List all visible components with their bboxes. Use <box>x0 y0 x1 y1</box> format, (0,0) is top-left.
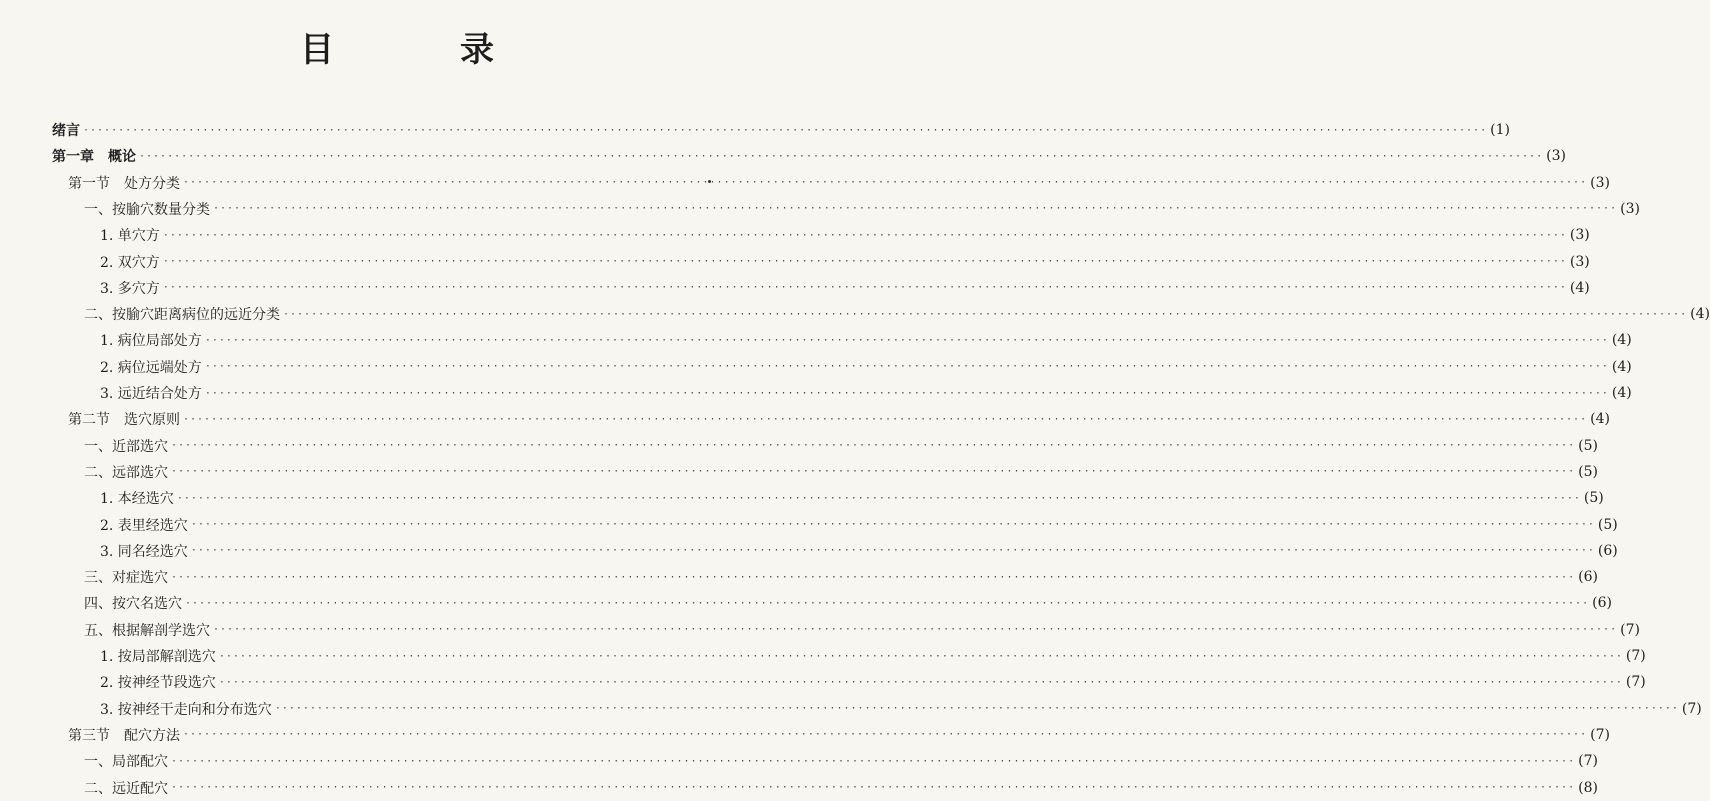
toc-entry[interactable] <box>84 459 1598 485</box>
toc-entry-page: (6) <box>1597 542 1618 559</box>
toc-entry[interactable] <box>100 512 1618 538</box>
leader-dots: ········································································································································································································ <box>171 440 1576 452</box>
toc-entry-label: 2. 病位远端处方 <box>100 359 202 376</box>
toc-entry[interactable] <box>84 564 1598 590</box>
toc-entry[interactable] <box>84 196 1640 222</box>
leader-dots: ········································································································································································································ <box>162 256 1567 267</box>
leader-dots: ········································································································································································································ <box>190 545 1595 557</box>
toc-entry-page: (7) <box>1620 621 1640 638</box>
leader-dots: ········································································································································································································ <box>274 703 1679 715</box>
toc-entry[interactable] <box>100 485 1604 511</box>
toc-entry-label: 3. 同名经选穴 <box>100 543 188 560</box>
leader-dots: ········································································································································································································ <box>213 203 1618 215</box>
leader-dots: ········································································································································································································ <box>183 413 1588 425</box>
toc-entry[interactable] <box>100 222 1590 248</box>
toc-entry-page: (5) <box>1578 463 1598 480</box>
leader-dots: ········································································································································································································ <box>171 571 1576 583</box>
toc-entry-page: (5) <box>1578 437 1598 454</box>
toc-entry-label: 五、根据解剖学选穴 <box>84 622 210 639</box>
toc-entry-page: (4) <box>1611 358 1632 375</box>
leader-dots: ········································································································································································································ <box>171 782 1576 793</box>
toc-entry-label: 第一章 概论 <box>52 149 136 166</box>
toc-entry-page: (6) <box>1578 569 1598 586</box>
toc-entry-page: (4) <box>1690 306 1710 323</box>
toc-entry-label: 一、局部配穴 <box>84 754 168 771</box>
toc-entry-page: (7) <box>1578 753 1598 770</box>
toc-entry[interactable] <box>68 170 1610 196</box>
leader-dots: ········································································································································································································ <box>185 597 1590 609</box>
toc-entry[interactable] <box>100 354 1632 380</box>
leader-dots: ········································································································································································································ <box>204 334 1609 346</box>
toc-entry[interactable] <box>100 538 1618 564</box>
toc-entry-label: 1. 本经选穴 <box>100 491 174 508</box>
toc-entry[interactable] <box>100 380 1632 406</box>
leader-dots: ········································································································································································································ <box>204 361 1609 373</box>
leader-dots: ········································································································································································································ <box>83 124 1488 136</box>
toc-entry-label: 1. 病位局部处方 <box>100 333 202 350</box>
toc-entry-page: (7) <box>1625 648 1646 664</box>
toc-entry-label: 1. 按局部解剖选穴 <box>100 649 216 665</box>
toc-entry[interactable] <box>68 406 1610 432</box>
toc-entry-page: (6) <box>1592 595 1612 612</box>
toc-entry[interactable] <box>100 643 1646 669</box>
toc-entry[interactable] <box>84 301 1710 327</box>
toc-entry-page: (7) <box>1590 726 1610 743</box>
leader-dots: ········································································································································································································ <box>162 282 1567 294</box>
toc-entry-page: (5) <box>1583 490 1604 507</box>
toc-entry-label: 二、按腧穴距离病位的远近分类 <box>84 307 280 324</box>
toc-entry-label: 二、远近配穴 <box>84 780 168 797</box>
toc-entry-page: (7) <box>1681 700 1702 717</box>
toc-entry[interactable] <box>100 696 1702 722</box>
toc-entry-page: (3) <box>1569 253 1590 270</box>
toc-entry-page: (3) <box>1546 148 1566 165</box>
leader-dots: ········································································································································································································ <box>176 492 1581 504</box>
toc-entry-label: 一、按腧穴数量分类 <box>84 201 210 218</box>
toc-entry[interactable] <box>100 327 1632 353</box>
toc-entry-label: 绪言 <box>52 123 80 139</box>
leader-dots: ········································································································································································································ <box>218 650 1623 662</box>
toc-entry-page: (4) <box>1611 385 1632 401</box>
toc-entry-label: 1. 单穴方 <box>100 228 160 245</box>
toc-entry-label: 3. 多穴方 <box>100 280 160 297</box>
toc-entry[interactable] <box>100 249 1590 275</box>
toc-entry-label: 2. 表里经选穴 <box>100 517 188 534</box>
toc-entry-page: (4) <box>1590 411 1610 428</box>
toc-entry[interactable] <box>84 433 1598 459</box>
toc-entry-label: 三、对症选穴 <box>84 570 168 587</box>
toc-entry[interactable] <box>100 669 1646 695</box>
toc-entry-label: 3. 按神经干走向和分布选穴 <box>100 701 272 718</box>
toc-entry[interactable] <box>52 143 1566 169</box>
toc-entry[interactable] <box>84 775 1598 801</box>
toc-entry-label: 2. 双穴方 <box>100 254 160 271</box>
toc-entry-page: (1) <box>1490 122 1510 138</box>
leader-dots: ········································································································································································································ <box>183 729 1588 741</box>
leader-dots: ········································································································································································································ <box>283 308 1688 320</box>
toc-entry-label: 第二节 选穴原则 <box>68 412 180 429</box>
leader-dots: ········································································································································································································ <box>183 177 1588 189</box>
toc-entry-page: (3) <box>1590 174 1610 191</box>
toc-entry[interactable] <box>84 617 1640 643</box>
toc-entry-label: 二、远部选穴 <box>84 464 168 481</box>
toc-entry-label: 第一节 处方分类 <box>68 175 180 192</box>
leader-dots: ········································································································································································································ <box>162 229 1567 241</box>
page-title: 目 录 <box>300 30 540 70</box>
toc-entry-page: (7) <box>1625 674 1646 691</box>
leader-dots: ········································································································································································································ <box>213 624 1618 636</box>
toc-entry-label: 四、按穴名选穴 <box>84 596 182 613</box>
toc-entry-page: (3) <box>1569 227 1590 244</box>
toc-entry-page: (4) <box>1569 279 1590 296</box>
toc-entry[interactable] <box>68 722 1610 748</box>
toc-entry-page: (5) <box>1597 516 1618 533</box>
toc-entry-label: 一、近部选穴 <box>84 438 168 455</box>
leader-dots: ········································································································································································································ <box>190 519 1595 530</box>
toc-entry[interactable] <box>84 748 1598 774</box>
leader-dots: ········································································································································································································ <box>204 387 1609 399</box>
toc-entry-label: 第三节 配穴方法 <box>68 727 180 744</box>
toc-entry-page: (3) <box>1620 200 1640 217</box>
toc-entry[interactable] <box>84 590 1612 616</box>
leader-dots: ········································································································································································································ <box>171 466 1576 478</box>
toc-entry-label: 3. 远近结合处方 <box>100 386 202 402</box>
toc-entry-page: (4) <box>1611 332 1632 349</box>
toc-entry-page: (8) <box>1578 779 1598 796</box>
leader-dots: ········································································································································································································ <box>139 150 1544 162</box>
leader-dots: ········································································································································································································ <box>171 755 1576 767</box>
leader-dots: ········································································································································································································ <box>218 676 1623 688</box>
toc-entry[interactable] <box>100 275 1590 301</box>
toc-entry-label: 2. 按神经节段选穴 <box>100 675 216 692</box>
toc-entry[interactable] <box>52 117 1510 143</box>
